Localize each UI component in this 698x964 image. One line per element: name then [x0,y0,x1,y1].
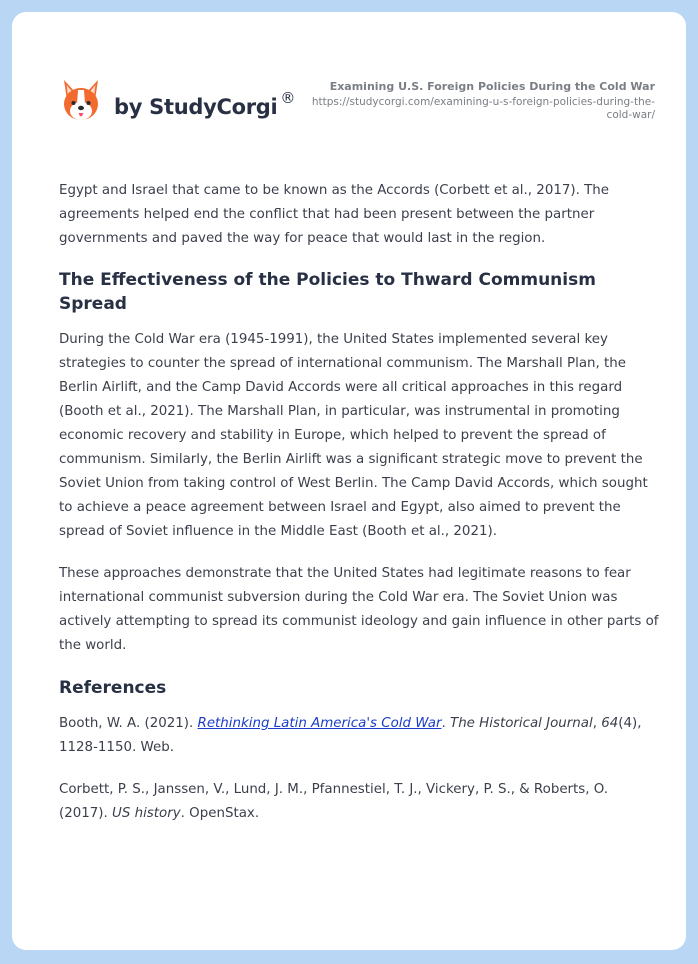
document-page [12,12,686,950]
corgi-logo-icon [61,78,101,124]
reference-item: Booth, W. A. (2021). Rethinking Latin America's Cold War. The Historical Journal, 64(4), 1128-1150. Web. [59,716,642,755]
document-content [59,179,659,826]
reference-item: Corbett, P. S., Janssen, V., Lund, J. M., Pfannestiel, T. J., Vickery, P. S., & Roberts, O. (2017). US history. OpenStax. [59,782,609,821]
document-title: Examining U.S. Foreign Policies During the Cold War [329,80,655,93]
journal-title: The Historical Journal [450,716,593,731]
references-heading: References [59,678,167,698]
book-title: US history [112,806,181,821]
brand-name: by StudyCorgi ® [114,89,296,119]
journal-volume: 64 [601,716,619,731]
section-heading: The Effectiveness of the Policies to Thward Communism Spread [59,270,596,314]
registered-mark: ® [280,89,296,107]
studycorgi-logo[interactable] [61,78,295,124]
reference-link[interactable]: Rethinking Latin America's Cold War [197,716,442,731]
body-paragraph: These approaches demonstrate that the United States had legitimate reasons to fear international communist subversion during the Cold War era. The Soviet Union was actively attempting to spread its communist ideology and gain influence in other parts of the world. [59,566,659,653]
intro-paragraph: Egypt and Israel that came to be known as the Accords (Corbett et al., 2017). The agreements helped end the conflict that had been present between the partner governments and paved the way for peace that would last in the region. [59,183,610,246]
document-url[interactable]: https://studycorgi.com/examining-u-s-foreign-policies-during-the-cold-war/ [311,96,655,121]
document-meta [295,80,655,122]
body-paragraph: During the Cold War era (1945-1991), the United States implemented several key strategies to counter the spread of international communism. The Marshall Plan, the Berlin Airlift, and the Camp David Accords were all critical approaches in this regard (Booth et al., 2021). The Marshall Plan, in particular, was instrumental in promoting economic recovery and stability in Europe, which helped to prevent the spread of communism. Similarly, the Berlin Airlift was a significant strategic move to prevent the Soviet Union from taking control of West Berlin. The Camp David Accords, which sought to achieve a peace agreement between Israel and Egypt, also aimed to prevent the spread of Soviet influence in the Middle East (Booth et al., 2021). [59,332,648,539]
